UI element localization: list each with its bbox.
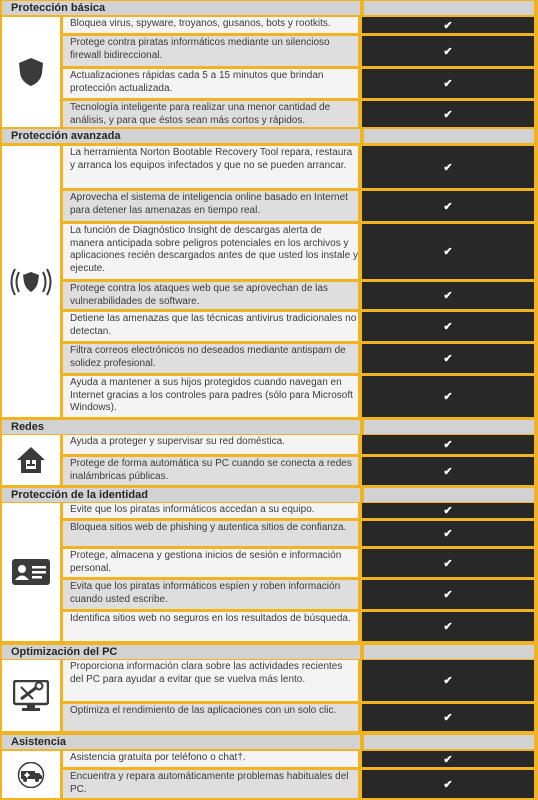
- check-icon: ✔: [362, 69, 534, 98]
- section-header-blank: [364, 129, 534, 143]
- home-network-icon: [2, 435, 60, 485]
- check-icon: ✔: [362, 344, 534, 373]
- feature-row: [63, 580, 534, 609]
- feature-description: Bloquea sitios web de phishing y autentica sitios de confianza.: [63, 521, 358, 546]
- section-header: [2, 735, 534, 749]
- feature-description: Evita que los piratas informáticos espíen y roben información cuando usted escribe.: [63, 580, 358, 609]
- section-header: [2, 488, 534, 502]
- feature-row: [63, 282, 534, 309]
- check-icon: ✔: [362, 521, 534, 546]
- feature-description: Optimiza el rendimiento de las aplicaciones con un solo clic.: [63, 704, 358, 731]
- section-icon-cell: [2, 17, 60, 127]
- section-icon-cell: [2, 660, 60, 731]
- ambulance-icon: [2, 751, 60, 798]
- check-icon: ✔: [362, 435, 534, 454]
- check-icon: ✔: [362, 376, 534, 417]
- feature-row: [63, 770, 534, 798]
- check-icon: ✔: [362, 770, 534, 798]
- feature-description: Evite que los piratas informáticos accedan a su equipo.: [63, 503, 358, 518]
- feature-description: La herramienta Norton Bootable Recovery Tool repara, restaura y arranca los equipos infectados y que no se pueden arrancar.: [63, 146, 358, 188]
- feature-description: Bloquea virus, spyware, troyanos, gusanos, bots y rootkits.: [63, 17, 358, 33]
- feature-row: [63, 751, 534, 767]
- feature-row: [63, 344, 534, 373]
- check-icon: ✔: [362, 612, 534, 641]
- feature-row: [63, 376, 534, 417]
- feature-row: [63, 191, 534, 221]
- check-icon: ✔: [362, 101, 534, 127]
- feature-row: [63, 704, 534, 731]
- feature-description: Identifica sitios web no seguros en los resultados de búsqueda.: [63, 612, 358, 641]
- monitor-tools-icon: [2, 660, 60, 731]
- section-title: Protección básica: [2, 1, 360, 15]
- check-icon: ✔: [362, 580, 534, 609]
- check-icon: ✔: [362, 457, 534, 485]
- feature-row: [63, 224, 534, 279]
- section-header: [2, 420, 534, 434]
- section-header-blank: [364, 420, 534, 434]
- feature-row: [63, 101, 534, 127]
- id-card-icon: [2, 503, 60, 641]
- check-icon: ✔: [362, 704, 534, 731]
- section-icon-cell: [2, 751, 60, 798]
- feature-row: [63, 549, 534, 577]
- check-icon: ✔: [362, 503, 534, 518]
- section-title: Protección de la identidad: [2, 488, 360, 502]
- section-title: Asistencia: [2, 735, 360, 749]
- check-icon: ✔: [362, 660, 534, 701]
- feature-description: Ayuda a proteger y supervisar su red doméstica.: [63, 435, 358, 454]
- check-icon: ✔: [362, 549, 534, 577]
- feature-row: [63, 36, 534, 66]
- section-icon-cell: [2, 146, 60, 417]
- feature-row: [63, 612, 534, 641]
- shield-signal-icon: [2, 146, 60, 417]
- feature-row: [63, 312, 534, 341]
- section-title: Optimización del PC: [2, 645, 360, 659]
- section-header-blank: [364, 1, 534, 15]
- section-title: Redes: [2, 420, 360, 434]
- section-header: [2, 129, 534, 143]
- feature-description: Proporciona información clara sobre las actividades recientes del PC para ayudar a evitar que se vuelva más lento.: [63, 660, 358, 701]
- feature-description: La función de Diagnóstico Insight de descargas alerta de manera anticipada sobre peligros potenciales en los archivos y aplicaciones recién descargados antes de que usted los instale y ejecute.: [63, 224, 358, 279]
- section-icon-cell: [2, 435, 60, 485]
- feature-row: [63, 69, 534, 98]
- section-header: [2, 1, 534, 15]
- feature-row: [63, 435, 534, 454]
- check-icon: ✔: [362, 224, 534, 279]
- feature-row: [63, 503, 534, 518]
- feature-row: [63, 146, 534, 188]
- feature-description: Encuentra y repara automáticamente problemas habituales del PC.: [63, 770, 358, 798]
- section-icon-cell: [2, 503, 60, 641]
- check-icon: ✔: [362, 191, 534, 221]
- feature-description: Tecnología inteligente para realizar una menor cantidad de análisis, y para que éstos sean más cortos y rápidos.: [63, 101, 358, 127]
- feature-row: [63, 17, 534, 33]
- feature-description: Asistencia gratuita por teléfono o chat†.: [63, 751, 358, 767]
- feature-description: Actualizaciones rápidas cada 5 a 15 minutos que brindan protección actualizada.: [63, 69, 358, 98]
- feature-description: Detiene las amenazas que las técnicas antivirus tradicionales no detectan.: [63, 312, 358, 341]
- feature-description: Ayuda a mantener a sus hijos protegidos cuando navegan en Internet gracias a los controles para padres (sólo para Microsoft Windows).: [63, 376, 358, 417]
- feature-description: Protege contra los ataques web que se aprovechan de las vulnerabilidades de software.: [63, 282, 358, 309]
- section-header-blank: [364, 735, 534, 749]
- check-icon: ✔: [362, 282, 534, 309]
- check-icon: ✔: [362, 17, 534, 33]
- feature-row: [63, 457, 534, 485]
- feature-description: Aprovecha el sistema de inteligencia online basado en Internet para detener las amenazas en tiempo real.: [63, 191, 358, 221]
- section-header-blank: [364, 488, 534, 502]
- feature-description: Filtra correos electrónicos no deseados mediante antispam de solidez profesional.: [63, 344, 358, 373]
- section-title: Protección avanzada: [2, 129, 360, 143]
- feature-description: Protege de forma automática su PC cuando se conecta a redes inalámbricas públicas.: [63, 457, 358, 485]
- shield-icon: [2, 17, 60, 127]
- check-icon: ✔: [362, 146, 534, 188]
- feature-row: [63, 660, 534, 701]
- section-header: [2, 645, 534, 659]
- check-icon: ✔: [362, 36, 534, 66]
- feature-description: Protege, almacena y gestiona inicios de sesión e información personal.: [63, 549, 358, 577]
- check-icon: ✔: [362, 751, 534, 767]
- feature-description: Protege contra piratas informáticos mediante un silencioso firewall bidireccional.: [63, 36, 358, 66]
- section-header-blank: [364, 645, 534, 659]
- feature-row: [63, 521, 534, 546]
- check-icon: ✔: [362, 312, 534, 341]
